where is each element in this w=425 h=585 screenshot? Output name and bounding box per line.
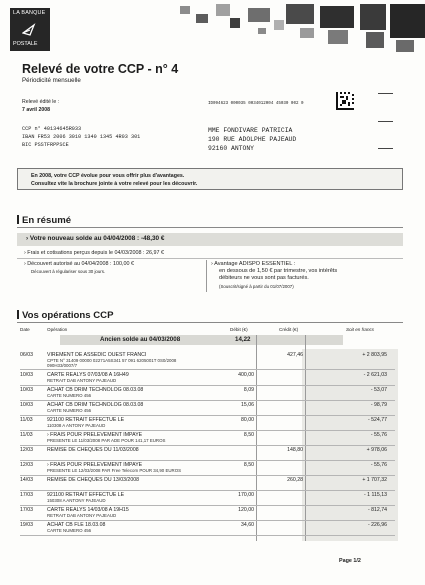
op-label: 921100 RETRAIT EFFECTUE LE [47,417,125,423]
iban: IBAN FR53 2006 3010 1340 1345 4R03 301 [22,134,141,140]
op-credit: 427,46 [287,352,303,358]
recipient-name: MME FONDIVARE PATRICIA [208,127,293,134]
row-separator [20,430,395,431]
edited-label: Relevé édité le : [22,99,60,105]
col-header-balance: Soit en francs [346,327,375,332]
op-balance: - 98,79 [370,402,387,408]
row-separator [20,520,395,521]
overdraft-line: › Découvert autorisé au 04/04/2008 : 100,00 € [24,261,134,267]
op-debit: 15,06 [241,402,254,408]
op-date: 12/03 [20,447,33,453]
op-date: 17/03 [20,507,33,513]
op-date: 14/03 [20,477,33,483]
notice-line-2: Consultez vite la brochure jointe à votre relevé pour les découvrir. [31,181,198,187]
row-separator [20,385,395,386]
op-debit: 400,00 [238,372,254,378]
op-date: 12/03 [20,462,33,468]
op-balance: - 226,96 [367,522,387,528]
op-balance: - 55,76 [370,462,387,468]
opening-balance-amount: 14,22 [235,336,251,343]
adispo-line-1: en dessous de 1,50 € par trimestre, vos intérêts [219,268,338,274]
op-detail: CARTE NUMERO 456 [47,408,92,413]
col-header-date: Date [20,327,30,332]
op-label: ACHAT CB DRIM TECHNOLOG 08.03.08 [47,387,144,393]
adispo-note: (Souscrit/signé à partir du 01/07/2007) [219,284,294,289]
op-date: 06/03 [20,352,33,358]
op-debit: 170,00 [238,492,254,498]
op-balance: + 2 803,95 [362,352,387,358]
op-balance: - 2 621,03 [363,372,387,378]
op-date: 11/03 [20,417,33,423]
op-balance: + 1 707,32 [362,477,387,483]
op-detail: RETRAIT DAB ANTONY PAJEAUD [47,513,117,518]
op-detail: PRESENTE LE 11/03/2008 PAR ADE POUR 141,17 EUROS [47,438,166,443]
op-detail: CARTE NUMERO 456 [47,393,92,398]
statement-title: Relevé de votre CCP - n° 4 [22,62,179,76]
op-detail: 090H33/0007/7 [47,363,78,368]
page-number: Page 1/2 [339,558,361,564]
row-separator [20,490,395,491]
new-balance: › Votre nouveau solde au 04/04/2008 : -48,30 € [26,235,165,242]
row-separator [20,445,395,446]
row-separator [20,460,395,461]
op-detail: RETRAIT DAB ANTONY PAJEAUD [47,378,117,383]
col-header-debit: Débit (€) [230,327,248,332]
logo-line-1: LA BANQUE [13,10,46,16]
op-label: REMISE DE CHEQUES DU 13/03/2008 [47,477,139,483]
op-debit: 34,60 [241,522,254,528]
row-separator [20,400,395,401]
op-label: ACHAT CB DRIM TECHNOLOG 08.03.08 [47,402,144,408]
op-date: 19/03 [20,522,33,528]
row-separator [20,415,395,416]
op-balance: - 524,77 [367,417,387,423]
ccp-number: CCP n° 40134645R033 [22,126,82,132]
overdraft-note: Découvert à régulariser sous 30 jours. [31,269,106,274]
op-label: › FRAIS POUR PRELEVEMENT IMPAYE [47,462,143,468]
row-separator [20,505,395,506]
op-label: REMISE DE CHEQUES DU 11/03/2008 [47,447,139,453]
op-label: CARTE REALYS 14/03/08 A 19H15 [47,507,129,513]
recipient-city: 92160 ANTONY [208,145,255,153]
op-balance: + 978,06 [366,447,387,453]
row-separator [20,535,395,536]
bic: BIC PSSTFRPPSCE [22,142,69,148]
logo-line-2: POSTALE [13,41,38,47]
op-debit: 8,50 [243,462,254,468]
recipient-street: 190 RUE ADOLPHE PAJEAUD [208,136,297,144]
op-credit: 148,80 [287,447,303,453]
op-detail: 110308 A ANTONY PAJEAUD [47,423,106,428]
adispo-line-2: débiteurs ne vous sont pas facturés. [219,275,309,281]
op-detail: CPTE N° 31409 00000 02271A5S341 57 091 6205001T 0S0/2008 [47,358,177,363]
op-debit: 80,00 [241,417,254,423]
row-separator [20,475,395,476]
op-label: CARTE REALYS 07/03/08 A 16H49 [47,372,129,378]
op-balance: - 1 115,13 [364,492,387,498]
op-date: 11/03 [20,432,33,438]
col-header-label: Opération [47,327,68,332]
op-balance: - 53,07 [370,387,387,393]
notice-line-1: En 2008, votre CCP évolue pour vous offrir plus d'avantages. [31,173,185,179]
op-debit: 8,09 [243,387,254,393]
op-balance: - 55,76 [370,432,387,438]
op-label: VIREMENT DE ASSEDIC OUEST FRANCI [47,352,147,358]
op-credit: 260,28 [287,477,303,483]
op-date: 10/03 [20,402,33,408]
op-label: ACHAT CB FLE 18.03.08 [47,522,106,528]
op-debit: 8,50 [243,432,254,438]
op-detail: CARTE NUMERO 456 [47,528,92,533]
fees-line: › Frais et cotisations perçus depuis le 04/03/2008 : 26,97 € [24,250,164,256]
col-header-credit: Crédit (€) [279,327,299,332]
op-detail: 150308 A ANTONY PAJEAUD [47,498,106,503]
operations-heading-text: Vos opérations CCP [22,310,114,321]
edited-date: 7 avril 2008 [22,107,50,113]
reference-code: ID094623 000035 0034012004 45030 002 0 [208,102,304,106]
op-date: 10/03 [20,372,33,378]
op-label: › FRAIS POUR PRELEVEMENT IMPAYE [47,432,143,438]
op-date: 10/03 [20,387,33,393]
op-label: 921100 RETRAIT EFFECTUE LE [47,492,125,498]
op-balance: - 812,74 [367,507,387,513]
row-separator [20,369,395,370]
op-date: 17/03 [20,492,33,498]
adispo-title: › Avantage ADISPO ESSENTIEL : [211,261,296,267]
op-debit: 120,00 [238,507,254,513]
statement-periodicity: Périodicité mensuelle [22,77,81,84]
opening-balance-label: Ancien solde au 04/03/2008 [100,336,181,343]
op-detail: PRESENTE LE 12/03/2008 PAR Free Telecom POUR 34,90 EUROS [47,468,182,473]
summary-heading-text: En résumé [22,215,72,226]
